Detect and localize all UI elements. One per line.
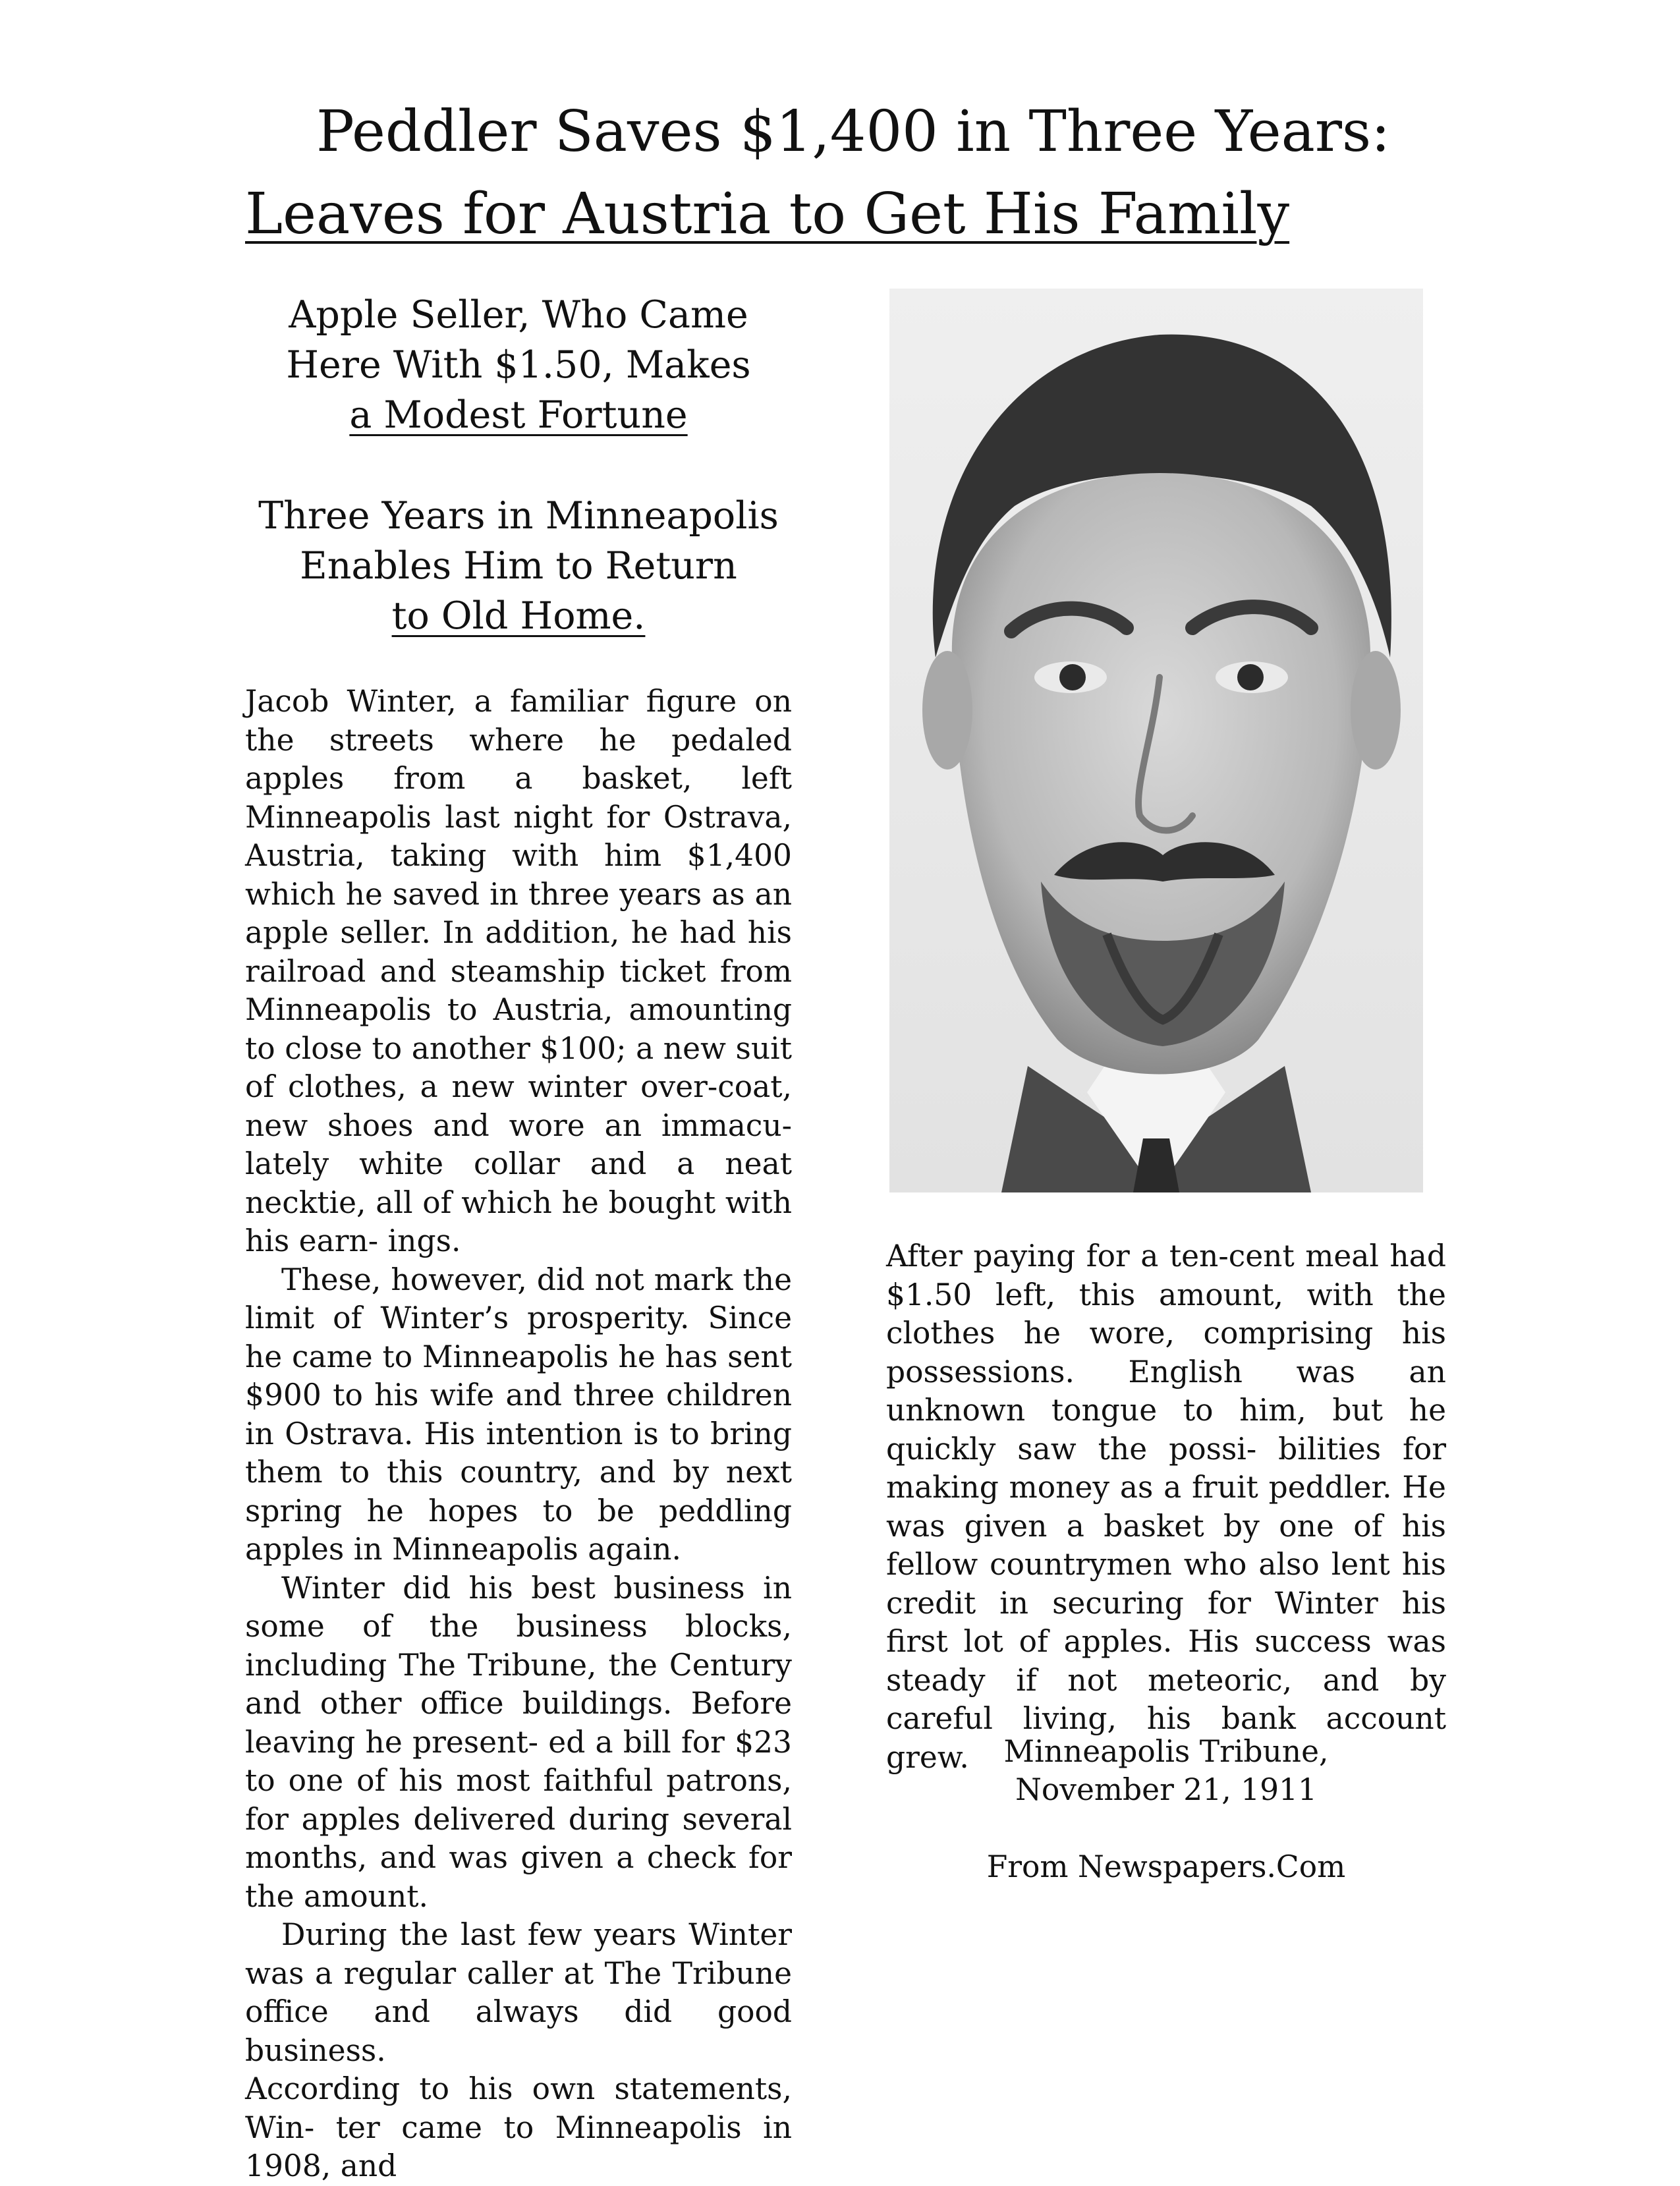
source-credit: From Newspapers.Com [986, 1849, 1346, 1884]
subhead-line: Here With $1.50, Makes [286, 343, 751, 387]
subhead-minneapolis [245, 491, 792, 641]
portrait-photo [889, 289, 1423, 1192]
article-paragraph: After paying for a ten-cent meal had $1.50 left, this amount, with the clothes he wore, comprising his possessions. English was an unknown tongue to him, but he quickly saw the possi- bilities for making money as a fruit peddler. He was given a basket by one of his fellow countrymen who also lent his credit in securing for Winter his first lot of apples. His success was steady if not meteoric, and by careful living, his bank account grew. [886, 1239, 1446, 1775]
article-paragraph: According to his own statements, Win- ter came to Minneapolis in 1908, and [245, 2071, 792, 2183]
portrait-photo-icon [889, 289, 1423, 1192]
headline-line-2: Leaves for Austria to Get His Family [245, 181, 1290, 247]
subhead-line: Apple Seller, Who Came [289, 293, 748, 337]
article-paragraph: Winter did his best business in some of the business blocks, including The Tribune, the Century and other office buildings. Before leaving he present- ed a bill for $23 to one of his most faithful patrons, for apples delivered during several months, and was given a check for the amount. [245, 1570, 792, 1914]
subhead-line: Enables Him to Return [300, 544, 737, 588]
article-column-right [886, 1237, 1446, 1777]
subhead-line: a Modest Fortune [349, 393, 688, 437]
article-paragraph: During the last few years Winter was a regular caller at The Tribune office and always did good business. [245, 1917, 792, 2068]
headline-line-1: Peddler Saves $1,400 in Three Years: [316, 99, 1391, 165]
article-column-left [245, 683, 792, 2186]
source-date: November 21, 1911 [1015, 1772, 1317, 1807]
article-paragraph: Jacob Winter, a familiar figure on the streets where he pedaled apples from a basket, left Minneapolis last night for Ostrava, Austria, taking with him $1,400 which he saved in three years as an apple seller. In addition, he had his railroad and steamship ticket from Minneapolis to Austria, amounting to close to another $100; a new suit of clothes, a new winter over-coat, new shoes and wore an immacu- lately white collar and a neat necktie, all of which he bought with his earn- ings. [245, 684, 792, 1258]
source-citation [886, 1733, 1446, 1809]
subhead-line: to Old Home. [391, 594, 646, 638]
source-newspaper: Minneapolis Tribune, [1003, 1734, 1329, 1769]
subhead-apple-seller [245, 290, 792, 440]
subhead-line: Three Years in Minneapolis [258, 494, 779, 538]
article-paragraph: These, however, did not mark the limit of Winter’s prosperity. Since he came to Minneapolis he has sent $900 to his wife and three children in Ostrava. His intention is to bring them to this country, and by next spring he hopes to be peddling apples in Minneapolis again. [245, 1262, 792, 1567]
